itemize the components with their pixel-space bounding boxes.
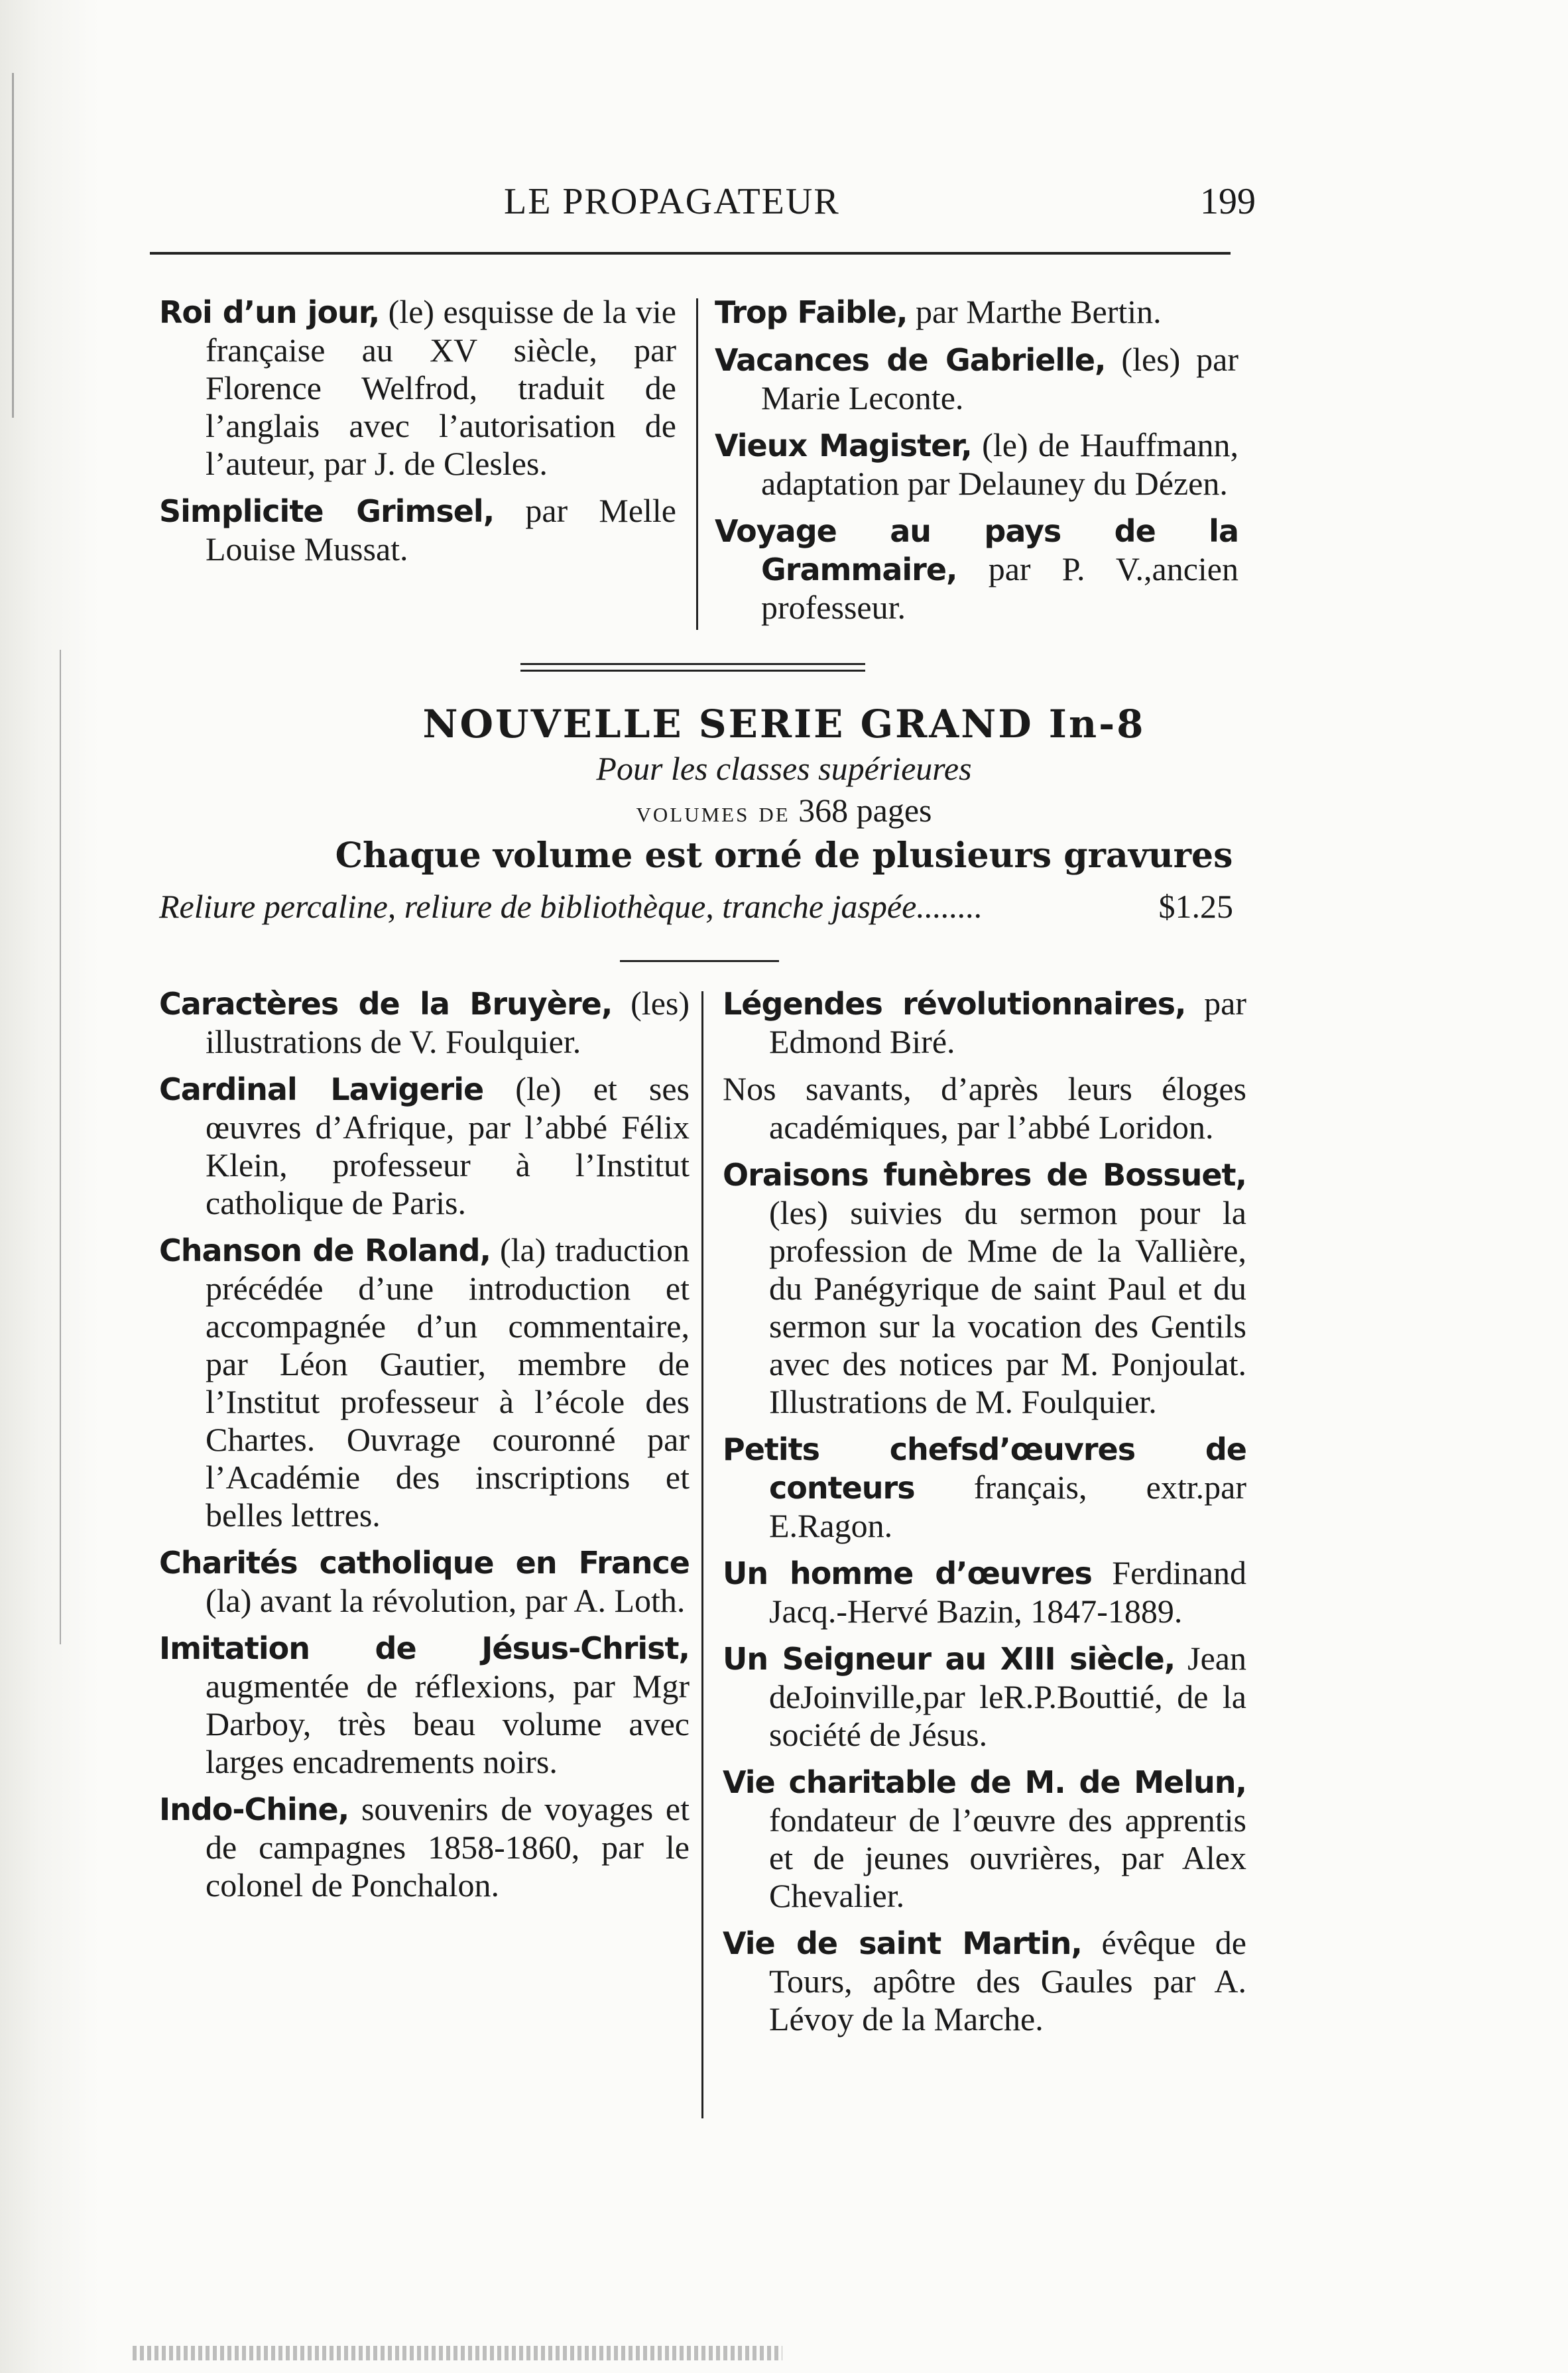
entry-description: (le) de Hauffmann, adaptation par Delauney du Dézen. bbox=[761, 426, 1239, 502]
binding-line bbox=[159, 887, 1233, 926]
catalog-entry bbox=[159, 1544, 690, 1620]
plates-note: Chaque volume est orné de plusieurs gravures bbox=[335, 835, 1233, 876]
entry-description: (les) suivies du sermon pour la profession de Mme de la Vallière, du Panégyrique de saint Paul et du sermon sur la vocation des Gentils avec des notices par M. Ponjoulat. Illustrations de M. Foulquier. bbox=[769, 1194, 1246, 1420]
entry-description: Jean deJoinville,par leR.P.Bouttié, de la société de Jésus. bbox=[769, 1640, 1247, 1753]
page-header bbox=[0, 180, 1568, 227]
entry-description: fondateur de l’œuvre des apprentis et de jeunes ouvrières, par Alex Chevalier. bbox=[769, 1801, 1246, 1914]
catalog-entry bbox=[715, 293, 1238, 332]
entry-description: par Melle Louise Mussat. bbox=[206, 492, 676, 568]
entry-title: Oraisons funèbres de Bossuet, bbox=[723, 1157, 1246, 1193]
bottom-left-column bbox=[159, 985, 690, 1914]
entry-description: Ferdinand Jacq.-Hervé Bazin, 1847-1889. bbox=[769, 1554, 1246, 1630]
price: $1.25 bbox=[1158, 888, 1233, 925]
bottom-right-column bbox=[723, 985, 1246, 2047]
top-left-column bbox=[159, 293, 676, 578]
header-rule bbox=[150, 252, 1231, 255]
entry-description: (le) et ses œuvres d’Afrique, par l’abbé Félix Klein, professeur à l’Institut catholique de Paris. bbox=[206, 1070, 690, 1221]
entry-description: (les) illustrations de V. Foulquier. bbox=[206, 985, 690, 1060]
entry-description: Nos savants, d’après leurs éloges académiques, par l’abbé Loridon. bbox=[723, 1070, 1246, 1146]
entry-description: (la) avant la révolution, par A. Loth. bbox=[206, 1582, 686, 1619]
column-divider bbox=[701, 991, 703, 2118]
scan-shadow-margin bbox=[0, 0, 99, 2373]
catalog-entry bbox=[723, 1640, 1246, 1754]
entry-title: Imitation de Jésus-Christ, bbox=[159, 1630, 690, 1666]
top-right-column bbox=[715, 293, 1238, 636]
volumes-pages: 368 pages bbox=[798, 792, 932, 829]
scan-smudge bbox=[133, 2346, 782, 2360]
catalog-entry bbox=[159, 985, 690, 1061]
entry-title: Vie charitable de M. de Melun, bbox=[723, 1764, 1246, 1800]
entry-title: Petits chefsd’œuvres de conteurs bbox=[723, 1431, 1246, 1506]
entry-title: Vieux Magister, bbox=[715, 428, 972, 463]
entry-title: Vacances de Gabrielle, bbox=[715, 342, 1106, 378]
entry-title: Un Seigneur au XIII siècle, bbox=[723, 1641, 1176, 1677]
scan-edge-mark bbox=[12, 73, 14, 418]
entry-description: par Marthe Bertin. bbox=[907, 293, 1162, 330]
catalog-entry bbox=[723, 1156, 1246, 1421]
entry-title: Cardinal Lavigerie bbox=[159, 1071, 484, 1107]
volumes-prefix: volumes de bbox=[636, 796, 790, 828]
entry-description: (le) esquisse de la vie française au XV siècle, par Florence Welfrod, traduit de l’anglais avec l’autorisation de l’auteur, par J. de Clesles. bbox=[206, 293, 676, 482]
entry-title: Caractères de la Bruyère, bbox=[159, 986, 613, 1022]
catalog-entry bbox=[159, 1790, 690, 1904]
entry-title: Un homme d’œuvres bbox=[723, 1555, 1092, 1591]
entry-title: Chanson de Roland, bbox=[159, 1233, 491, 1268]
entry-description: (les) par Marie Leconte. bbox=[761, 341, 1238, 416]
catalog-entry bbox=[159, 1070, 690, 1222]
catalog-entry bbox=[715, 512, 1238, 627]
catalog-entry bbox=[159, 1629, 690, 1781]
entry-description: par Edmond Biré. bbox=[769, 985, 1247, 1060]
entry-description: par P. V.,ancien professeur. bbox=[761, 550, 1238, 626]
entry-title: Indo-Chine, bbox=[159, 1792, 349, 1827]
running-title: LE PROPAGATEUR bbox=[504, 181, 840, 222]
entry-description: français, extr.par E.Ragon. bbox=[769, 1469, 1246, 1544]
catalog-entry bbox=[723, 985, 1246, 1061]
catalog-entry bbox=[723, 1070, 1246, 1146]
catalog-entry bbox=[159, 293, 676, 483]
entry-title: Légendes révolutionnaires, bbox=[723, 986, 1186, 1022]
catalog-entry bbox=[723, 1763, 1246, 1915]
catalog-entry bbox=[159, 492, 676, 568]
entry-title: Voyage au pays de la Grammaire, bbox=[715, 513, 1238, 587]
entry-description: (la) traduction précédée d’une introduction et accompagnée d’un commentaire, par Léon Gautier, membre de l’Institut professeur à l’école des Chartes. Ouvrage couronné par l’Académie des inscriptions et belles lettres. bbox=[206, 1231, 690, 1534]
series-subtitle: Pour les classes supérieures bbox=[596, 750, 972, 787]
binding-description: Reliure percaline, reliure de bibliothèque, tranche jaspée........ bbox=[159, 888, 983, 925]
page-number: 199 bbox=[1200, 181, 1256, 222]
entry-title: Trop Faible, bbox=[715, 294, 908, 330]
catalog-entry bbox=[715, 426, 1238, 503]
volumes-line bbox=[0, 791, 1568, 829]
section-rule bbox=[520, 663, 865, 665]
catalog-entry bbox=[723, 1430, 1246, 1545]
entry-title: Roi d’un jour, bbox=[159, 294, 380, 330]
entry-title: Charités catholique en France bbox=[159, 1545, 690, 1581]
entry-description: augmentée de réflexions, par Mgr Darboy, très beau volume avec larges encadrements noirs. bbox=[206, 1668, 690, 1780]
catalog-entry bbox=[723, 1924, 1246, 2038]
entry-title: Simplicite Grimsel, bbox=[159, 493, 495, 529]
column-divider bbox=[696, 298, 698, 630]
catalog-entry bbox=[715, 341, 1238, 417]
entry-description: souvenirs de voyages et de campagnes 1858-1860, par le colonel de Ponchalon. bbox=[206, 1790, 690, 1904]
section-rule bbox=[520, 670, 865, 672]
entry-title: Vie de saint Martin, bbox=[723, 1925, 1082, 1961]
section-rule bbox=[620, 960, 779, 962]
series-title: NOUVELLE SERIE GRAND In-8 bbox=[422, 701, 1146, 747]
catalog-entry bbox=[159, 1231, 690, 1534]
entry-description: évêque de Tours, apôtre des Gaules par A. Lévoy de la Marche. bbox=[769, 1924, 1246, 2038]
catalog-entry bbox=[723, 1554, 1246, 1630]
